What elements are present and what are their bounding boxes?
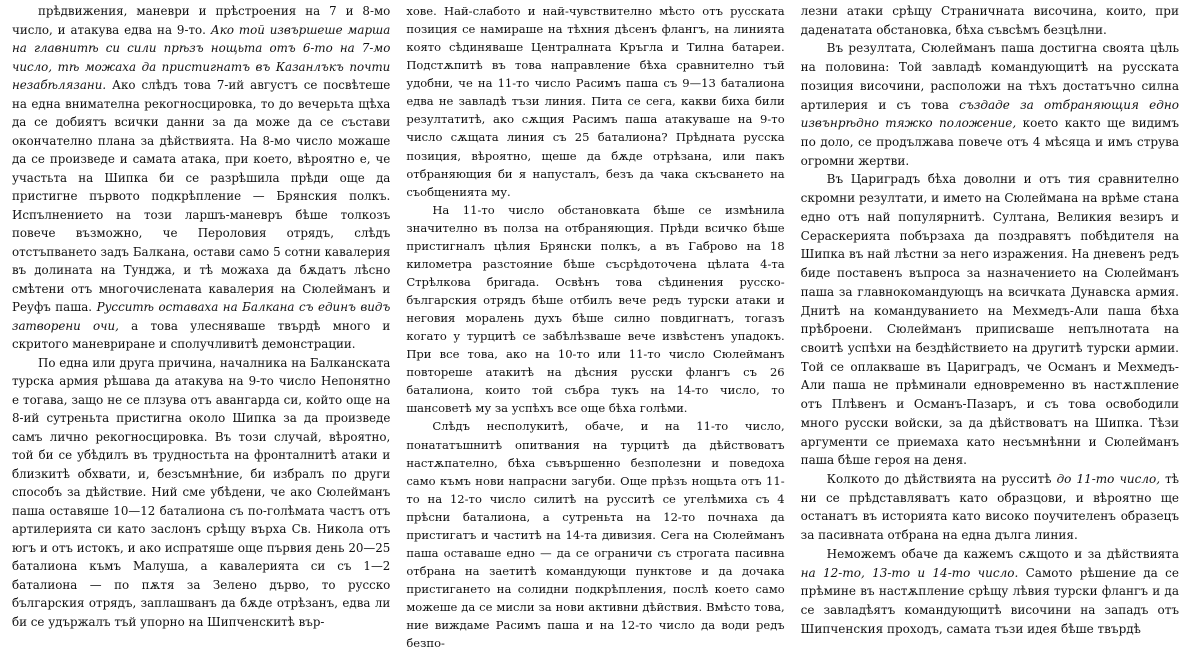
emphasized-text: до 11-то число, — [1056, 471, 1161, 486]
paragraph — [801, 170, 1179, 470]
text-run: Неможемъ обаче да кажемъ сѫщото и за дѣйствията — [826, 546, 1179, 561]
paragraph — [406, 2, 784, 201]
paragraph — [12, 2, 390, 354]
paragraph — [801, 545, 1179, 639]
paragraph — [801, 2, 1179, 39]
text-column-right — [801, 2, 1179, 654]
text-run: Ако слѣдъ това 7-ий августъ се посвѣтеше на една внимателна рекогносцировка, то до вечерьта щѣха да се добиятъ всички данни за да може да се състави окончателно плана за дѣйствията. На 8-мо число можаше да се произведе и самата атака, при което, вѣроятно е, че участьта на Шипка би се разрѣшила прѣди още да пристигне първото подкрѣпление — Брянския полкъ. Испълнението на този ларшъ-маневръ бѣше толкозъ повече възможно, че Пероловия отрядъ, слѣдъ отстъпването задъ Балкана, остави само 5 сотни кавалерия въ долината на Тунджа, и тѣ можаха да бѫдатъ лѣсно смѣтени отъ многочислената кавалерия на Сюлейманъ и Реуфъ паша. — [12, 78, 391, 314]
text-run: а това улесняваше твърдѣ много и скритого маневриране и сполучливитѣ демонстрации. — [12, 318, 391, 351]
text-run: тѣ ни се прѣдставляватъ като образцови, и вѣроятно ще останатъ въ историята като високо поучителенъ образецъ за пасивната отбрана на една дълга линия. — [800, 471, 1179, 543]
text-run: лезни атаки срѣщу Страничната височина, които, при даденатата обстановка, бѣха съвсѣмъ безцѣлни. — [800, 4, 1179, 37]
text-run: Самото рѣшение да се прѣмине въ настѫпление срѣщу лѣвия турски флангъ и да се завладѣятъ командующитѣ височини на западъ отъ Шипченския проходъ, самата тъзи идея бѣше твърдѣ — [800, 565, 1179, 636]
text-run: По една или друга причина, началника на Балканската турска армия рѣшава да атакува на 9-то число Непонятно е тогава, защо не се плзува отъ авангарда си, който още на 8-ий сутреньта пристигна около Шипка за да произведе самъ лично рекогносцировка. Въ този случай, вѣроятно, той би се убѣдилъ въ трудностьта на фронталнитѣ атаки и близкитѣ обхвати, и, безсъмнѣние, би избралъ по други способъ за дѣйствие. Ний сме убѣдени, че ако Сюлейманъ паша оставяше 10—12 баталиона съ по-голѣмата частъ отъ артилерията си като заслонъ срѣщу върха Св. Никола отъ югъ и отъ истокъ, и ако испратяше още първия день 20—25 баталиона къмъ Малуша, а кавалерията си съ 1—2 баталиона — по пѫтя за Зелено дърво, то русско българския отрядъ, заплашванъ да бѫде отрѣзанъ, едва ли би се удържалъ тъй упорно на Шипченскитѣ вър- — [12, 355, 391, 629]
text-run: Колкото до дѣйствията на русситѣ — [826, 471, 1057, 486]
text-run: което както ще видимъ по доло, се продължава повече отъ 4 мѣсяца и имъ струва огромни жертви. — [800, 116, 1179, 168]
text-run: Слѣдъ несполукитѣ, обаче, и на 11-то число, понататъшнитѣ опитвания на турцитѣ да дѣйствоватъ настѫпателно, бѣха съвършенно безполезни и поведоха само къмъ нови напрасни загуби. Още прѣзъ нощьта отъ 11-то на 12-то число силитѣ на русситѣ се угелѣмиха съ 4 прѣсни баталиона, а сутреньта на 12-то почнаха да пристигатъ и частитѣ на 14-та дивизия. Сега на Сюлейманъ паша оставаше едно — да се ограничи съ строгата пасивна отбрана на заетитѣ командующи пунктове и да дочака пристигането на солидни подкрѣпления, послѣ което само можеше да се мисли за нови активни дѣйствия. Вмѣсто това, ние виждаме Расимъ паша и на 12-то число да води редъ безпо- — [406, 419, 785, 651]
text-run: Въ резултата, Сюлейманъ паша достигна своята цѣль на половина: Той завладѣ командующитѣ на русската позиция височини, расположи на тѣхъ достатъчно силна артилерия и съ това — [800, 41, 1179, 112]
paragraph — [801, 39, 1179, 170]
text-column-left — [12, 2, 390, 654]
text-run: Въ Цариградъ бѣха доволни и отъ тия сравнително скромни резултати, и името на Сюлеймана на врѣме стана едно отъ най популярнитѣ. Султана, Великия везиръ и Сераскерията побързаха да поздравятъ побѣдителя на Шипка въ най лѣстни за него изражения. На дневенъ редъ биде поставенъ въпроса за назначението на Сюлейманъ паша за главнокомандующъ на всичката Дунавска армия. Днитѣ на командуванието на Мехмедъ-Али паша бѣха прѣброени. Сюлейманъ приписваше непълнотата на своитѣ успѣхи на бездѣйствието на другитѣ турски армии. Той се оплакваше въ Цариградъ, че Османъ и Мехмедъ-Али паша не прѣминали едновременно въ настѫпление отъ Плѣвенъ и Османъ-Пазаръ, и съ това освободили много русски войски, за да дѣйствоватъ на Шипка. Тѣзи аргументи се приемаха като несъмнѣнни и Сюлейманъ паша бѣше героя на деня. — [800, 172, 1179, 468]
emphasized-text: на 12-то, 13-то и 14-то число. — [800, 565, 1019, 580]
text-run: На 11-то число обстановката бѣше се измѣнила значително въ полза на отбраняющия. Прѣди всичко бѣше пристигналъ цѣлия Брянски полкъ, а въ Габрово на 18 километра разстояние бѣше съсрѣдоточена цѣлата 4-та Стрѣлкова бригада. Освѣнъ това сѣдинения русско-българския отрядъ бѣше отбилъ вече редъ турски атаки и неговия моралень духъ бѣше силно повдигнатъ, тогазъ когато у турцитѣ се забѣлѣзваше вече извѣстенъ упадокъ. При все това, ако на 10-то или 11-то число Сюлейманъ повтореше атакитѣ на дѣсния русски флангъ съ 26 баталиона, които той събра тукъ на 14-то число, то шансоветѣ му за успѣхъ все още бѣха голѣми. — [406, 202, 785, 416]
emphasized-text: Ако той извършеше марша на главнитѣ си сили прѣзъ нощьта отъ 6-то на 7-мо число, тѣ можаха да пристигнатъ въ Казанлъкъ почти незабѣлязани. — [12, 22, 391, 92]
emphasized-text: създаде за отбраняющия едно извънрѣдно тяжко положение, — [800, 97, 1179, 131]
text-column-middle — [406, 2, 784, 654]
paragraph — [406, 417, 784, 652]
text-run: хове. Най-слабото и най-чувствително мѣсто отъ русската позиция се намираше на тѣхния дѣсенъ флангъ, на линията която сѣдиняваше Централната Кръгла и Тилна батареи. Подстѫпитѣ въ това направление бѣха сравнително тъй удобни, че на 11-то число Расимъ паша съ 9—13 баталиона едва не завладѣ тъзи линия. Пита се сега, какви биха били резултатитѣ, ако сѫщия Расимъ паша атакуваше на 9-то число сѫщата линия съ 25 баталиона? Прѣдната русска позиция, вѣроятно, щеше да бѫде отрѣзана, или пакъ отбраняющия би я напусталъ, безъ да чака скъсването на съобщенията му. — [406, 4, 785, 199]
emphasized-text: Русситѣ оставаха на Балкана съ единъ видъ затворени очи, — [12, 300, 391, 333]
paragraph — [12, 354, 390, 632]
paragraph — [406, 201, 784, 418]
text-run: прѣдвижения, маневри и прѣстроения на 7 и 8-мо число, и атакува едва на 9-то. — [12, 4, 391, 37]
paragraph — [801, 470, 1179, 545]
